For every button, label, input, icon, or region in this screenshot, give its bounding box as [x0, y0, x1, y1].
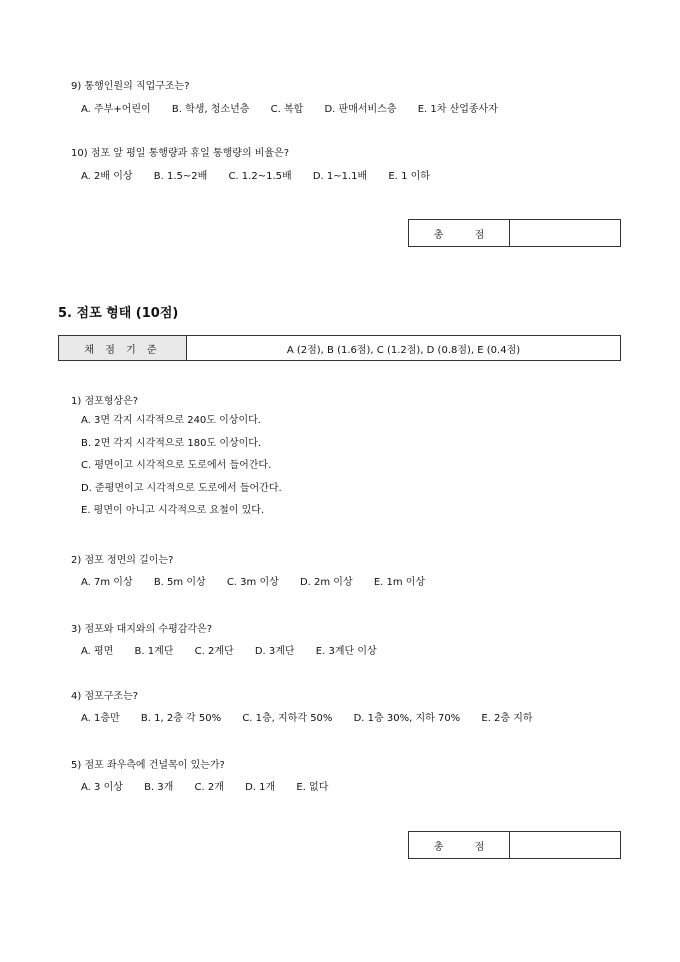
- options-row: [81, 576, 443, 590]
- option-a: A. 주부+어린이: [81, 104, 151, 115]
- option-e: E. 없다: [296, 782, 329, 793]
- total-score-label: 총 점: [409, 832, 510, 858]
- section-question-5: [71, 759, 346, 795]
- total-score-box: [408, 831, 621, 859]
- option-a: A. 1층만: [81, 713, 120, 724]
- question-text: 3) 점포와 대지와의 수평감각은?: [71, 624, 213, 635]
- options-row: [81, 712, 551, 726]
- total-score-value[interactable]: [510, 220, 620, 246]
- option-c: C. 3m 이상: [226, 577, 279, 588]
- total-score-label: 총 점: [409, 220, 510, 246]
- option-c: C. 평면이고 시각적으로 도로에서 들어간다.: [81, 460, 272, 471]
- option-e: E. 3계단 이상: [315, 646, 377, 657]
- option-b: B. 3개: [144, 782, 174, 793]
- section-question-2: [71, 554, 443, 590]
- option-e: E. 2층 지하: [481, 713, 533, 724]
- question-text: 1) 점포형상은?: [71, 396, 139, 407]
- question-text: 5) 점포 좌우측에 건널목이 있는가?: [71, 760, 225, 771]
- option-e: E. 1 이하: [388, 171, 430, 182]
- question-9: [71, 80, 516, 117]
- options-row: [81, 781, 346, 795]
- option-c: C. 2개: [194, 782, 224, 793]
- option-d: D. 3계단: [254, 646, 295, 657]
- options-list: [71, 410, 282, 523]
- option-c: C. 복합: [270, 104, 304, 115]
- section-question-3: [71, 623, 395, 659]
- criteria-value: A (2점), B (1.6점), C (1.2점), D (0.8점), E (0.4점): [286, 344, 521, 356]
- option-a: A. 평면: [81, 646, 114, 657]
- option-e: E. 1m 이상: [373, 577, 426, 588]
- section-question-1: [71, 395, 282, 523]
- option-e: E. 평면이 아니고 시각적으로 요철이 있다.: [81, 505, 265, 516]
- options-row: [81, 170, 448, 184]
- option-a: A. 7m 이상: [81, 577, 133, 588]
- question-text: 10) 점포 앞 평일 통행량과 휴일 통행량의 비율은?: [71, 148, 290, 159]
- options-row: [81, 103, 516, 117]
- option-b: B. 1계단: [134, 646, 174, 657]
- option-b: B. 학생, 청소년층: [171, 104, 250, 115]
- option-d: D. 1~1.1배: [312, 171, 368, 182]
- total-score-box: [408, 219, 621, 247]
- question-text: 4) 점포구조는?: [71, 691, 139, 702]
- option-b: B. 5m 이상: [153, 577, 206, 588]
- question-text: 9) 통행인원의 직업구조는?: [71, 81, 190, 92]
- option-c: C. 1.2~1.5배: [228, 171, 292, 182]
- option-d: D. 준평면이고 시각적으로 도로에서 들어간다.: [81, 482, 282, 494]
- section-question-4: [71, 690, 551, 726]
- total-score-value[interactable]: [510, 832, 620, 858]
- option-b: B. 1.5~2배: [153, 171, 208, 182]
- options-row: [81, 645, 395, 659]
- question-10: [71, 147, 448, 184]
- option-a: A. 2배 이상: [81, 171, 133, 182]
- option-b: B. 1, 2층 각 50%: [140, 713, 222, 724]
- option-a: A. 3면 각지 시각적으로 240도 이상이다.: [81, 415, 261, 426]
- option-d: D. 판매서비스층: [324, 104, 397, 115]
- option-d: D. 2m 이상: [299, 577, 353, 588]
- option-d: D. 1개: [245, 782, 276, 793]
- question-text: 2) 점포 정면의 길이는?: [71, 555, 174, 566]
- option-b: B. 2면 각지 시각적으로 180도 이상이다.: [81, 437, 262, 449]
- option-a: A. 3 이상: [81, 782, 123, 793]
- criteria-header: 채 점 기 준: [59, 336, 187, 360]
- scoring-criteria-table: [58, 335, 621, 361]
- option-c: C. 1층, 지하각 50%: [242, 713, 333, 724]
- section-title: 5. 점포 형태 (10점): [58, 306, 179, 321]
- option-d: D. 1층 30%, 지하 70%: [353, 713, 461, 724]
- option-e: E. 1차 산업종사자: [417, 104, 498, 115]
- option-c: C. 2계단: [194, 646, 234, 657]
